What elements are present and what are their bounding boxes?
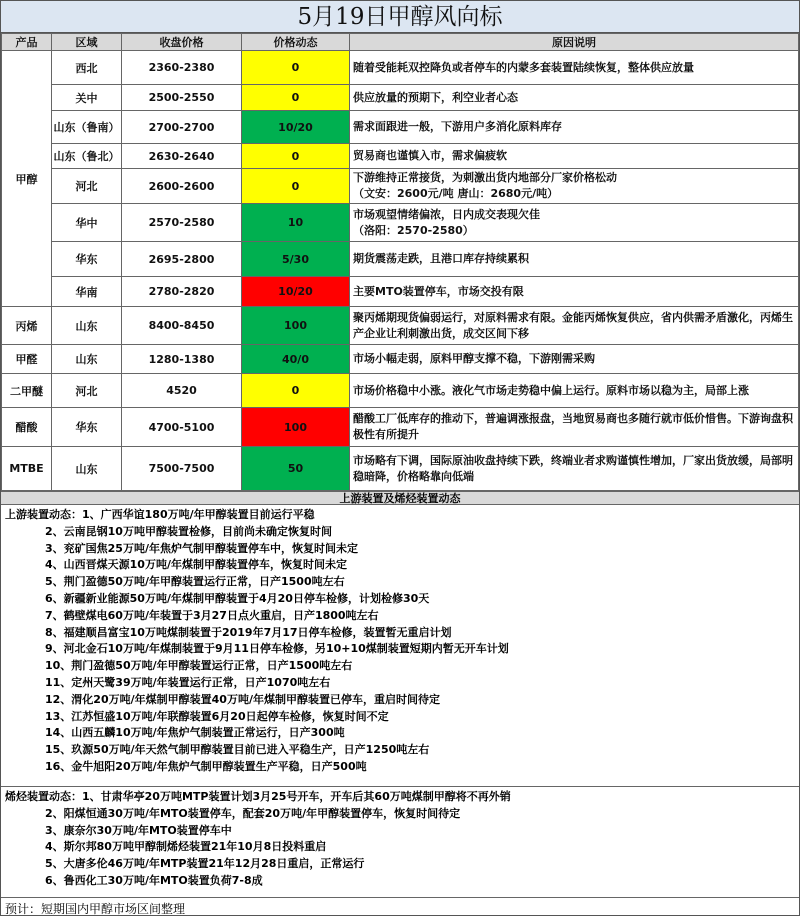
product-cell: 醋酸 [2,408,52,447]
price-cell: 2780-2820 [122,277,242,307]
change-cell: 100 [242,408,350,447]
region-cell: 西北 [52,51,122,85]
region-cell: 河北 [52,169,122,204]
product-cell: 甲醇 [2,51,52,307]
reason-cell [350,345,799,374]
list-item: 13、江苏恒盛10万吨/年联醇装置6月20日起停车检修，恢复时间不定 [45,709,389,723]
list-item: 11、定州天鹭39万吨/年装置运行正常，日产1070吨左右 [45,675,331,689]
price-cell: 2500-2550 [122,85,242,111]
change-cell: 10/20 [242,111,350,144]
change-cell: 50 [242,447,350,491]
table-row [2,111,799,144]
list-item: 9、河北金石10万吨/年煤制装置于9月11日停车检修，另10+10煤制装置短期内暂无开车计划 [45,642,509,656]
list-item: 5、大唐多伦46万吨/年MTP装置21年12月28日重启，正常运行 [45,857,365,871]
column-header: 产品 [2,34,52,51]
list-item: 7、鹤壁煤电60万吨/年装置于3月27日点火重启，日产1800吨左右 [45,608,379,622]
price-cell: 2695-2800 [122,242,242,277]
list-item: 15、玖源50万吨/年天然气制甲醇装置目前已进入平稳生产，日产1250吨左右 [45,743,430,757]
product-cell: MTBE [2,447,52,491]
reason-cell [350,374,799,408]
change-cell: 0 [242,144,350,169]
table-row [2,51,799,85]
reason-cell [350,85,799,111]
change-cell: 0 [242,51,350,85]
reason-cell [350,111,799,144]
list-item: 10、荆门盈德50万吨/年甲醇装置运行正常，日产1500吨左右 [45,659,353,673]
price-cell: 2630-2640 [122,144,242,169]
list-item: 上游装置动态：1、广西华谊180万吨/年甲醇装置目前运行平稳 [5,508,315,521]
reason-cell [350,307,799,345]
list-item: 12、渭化20万吨/年煤制甲醇装置40万吨/年煤制甲醇装置已停车，重启时间待定 [45,692,440,706]
reason-cell [350,169,799,204]
list-item: 2、云南昆钢10万吨甲醇装置检修，目前尚未确定恢复时间 [45,524,332,538]
section-title: 上游装置及烯烃装置动态 [1,491,799,505]
change-cell: 10/20 [242,277,350,307]
region-cell: 华中 [52,204,122,242]
product-cell: 二甲醚 [2,374,52,408]
region-cell: 华东 [52,408,122,447]
region-cell: 华东 [52,242,122,277]
page-title: 5月19日甲醇风向标 [1,1,799,33]
change-cell: 0 [242,85,350,111]
list-item: 烯烃装置动态：1、甘肃华亭20万吨MTP装置计划3月25号开车，开车后其60万吨煤制甲醇将不再外销 [5,790,511,803]
list-item: 8、福建顺昌富宝10万吨煤制装置于2019年7月17日停车检修，装置暂无重启计划 [45,625,452,639]
region-cell: 山东（鲁南） [52,111,122,144]
change-cell: 0 [242,169,350,204]
table-row [2,307,799,345]
table-row [2,345,799,374]
list-item: 3、兖矿国焦25万吨/年焦炉气制甲醇装置停车中，恢复时间未定 [45,541,358,555]
list-item: 2、阳煤恒通30万吨/年MTO装置停车，配套20万吨/年甲醇装置停车，恢复时间待定 [45,806,461,820]
reason-text: 期货震荡走跌，且港口库存持续累积 [353,252,529,265]
change-cell: 40/0 [242,345,350,374]
list-item: 3、康奈尔30万吨/年MTO装置停车中 [45,823,232,837]
region-cell: 华南 [52,277,122,307]
product-cell: 甲醛 [2,345,52,374]
list-item: 6、新疆新业能源50万吨/年煤制甲醇装置于4月20日停车检修，计划检修30天 [45,591,430,605]
olefin-list [1,787,799,898]
price-cell: 4700-5100 [122,408,242,447]
column-header: 区域 [52,34,122,51]
reason-cell [350,408,799,447]
forecast-text: 预计：短期国内甲醇市场区间整理 [5,902,186,916]
reason-cell [350,242,799,277]
region-cell: 山东（鲁北） [52,144,122,169]
region-cell: 山东 [52,307,122,345]
table-row [2,242,799,277]
reason-cell [350,204,799,242]
region-cell: 山东 [52,345,122,374]
change-cell: 100 [242,307,350,345]
price-table [1,33,799,491]
table-row [2,408,799,447]
table-row [2,277,799,307]
column-header: 原因说明 [350,34,799,51]
list-item: 14、山西五麟10万吨/年焦炉气制装置正常运行，日产300吨 [45,726,345,740]
table-row [2,204,799,242]
reason-text: 聚丙烯期现货偏弱运行，对原料需求有限。金能丙烯恢复供应，省内供需矛盾激化，丙烯生产企业让利刺激出货，成交区间下移 [353,310,793,340]
upstream-list [1,505,799,787]
reason-text: 需求面跟进一般，下游用户多消化原料库存 [353,120,562,133]
price-cell: 1280-1380 [122,345,242,374]
price-cell: 4520 [122,374,242,408]
product-cell: 丙烯 [2,307,52,345]
table-row [2,447,799,491]
list-item: 4、山西晋煤天源10万吨/年煤制甲醇装置停车，恢复时间未定 [45,558,347,572]
reason-note: （洛阳：2570-2580） [353,223,474,237]
change-cell: 0 [242,374,350,408]
reason-text: 随着受能耗双控降负或者停车的内蒙多套装置陆续恢复，整体供应放量 [353,60,694,74]
price-cell: 2570-2580 [122,204,242,242]
table-row [2,374,799,408]
change-cell: 5/30 [242,242,350,277]
price-cell: 2700-2700 [122,111,242,144]
reason-cell [350,51,799,85]
table-row [2,169,799,204]
reason-text: 醋酸工厂低库存的推动下，普遍调涨报盘，当地贸易商也多随行就市低价惜售。下游询盘积极性有所提升 [353,412,793,441]
reason-text: 主要MTO装置停车，市场交投有限 [353,284,524,298]
reason-cell [350,277,799,307]
reason-cell [350,144,799,169]
price-cell: 2360-2380 [122,51,242,85]
reason-text: 下游维持正常接货，为刺激出货内地部分厂家价格松动 [353,171,617,184]
table-row [2,144,799,169]
reason-note: （文安：2600元/吨 唐山：2680元/吨） [353,187,559,200]
reason-text: 市场小幅走弱，原料甲醇支撑不稳，下游刚需采购 [353,352,595,365]
list-item: 16、金牛旭阳20万吨/年焦炉气制甲醇装置生产平稳，日产500吨 [45,759,367,773]
reason-text: 供应放量的预期下，利空业者心态 [353,90,518,104]
price-cell: 7500-7500 [122,447,242,491]
price-cell: 8400-8450 [122,307,242,345]
list-item: 6、鲁西化工30万吨/年MTO装置负荷7-8成 [45,873,263,887]
reason-text: 市场价格稳中小涨。液化气市场走势稳中偏上运行。原料市场以稳为主，局部上涨 [353,383,749,397]
reason-text: 贸易商也谨慎入市，需求偏疲软 [353,149,507,162]
column-header: 收盘价格 [122,34,242,51]
region-cell: 山东 [52,447,122,491]
list-item: 4、斯尔邦80万吨甲醇制烯烃装置21年10月8日投料重启 [45,840,327,854]
price-cell: 2600-2600 [122,169,242,204]
table-row [2,85,799,111]
change-cell: 10 [242,204,350,242]
column-header: 价格动态 [242,34,350,51]
reason-cell [350,447,799,491]
list-item: 5、荆门盈德50万吨/年甲醇装置运行正常，日产1500吨左右 [45,575,345,589]
reason-text: 市场略有下调，国际原油收盘持续下跌，终端业者求购谨慎性增加，厂家出货放缓，局部明稳暗降，价格略靠向低端 [353,453,793,483]
reason-text: 市场观望情绪偏浓，日内成交表现欠佳 [353,207,540,221]
region-cell: 关中 [52,85,122,111]
region-cell: 河北 [52,374,122,408]
